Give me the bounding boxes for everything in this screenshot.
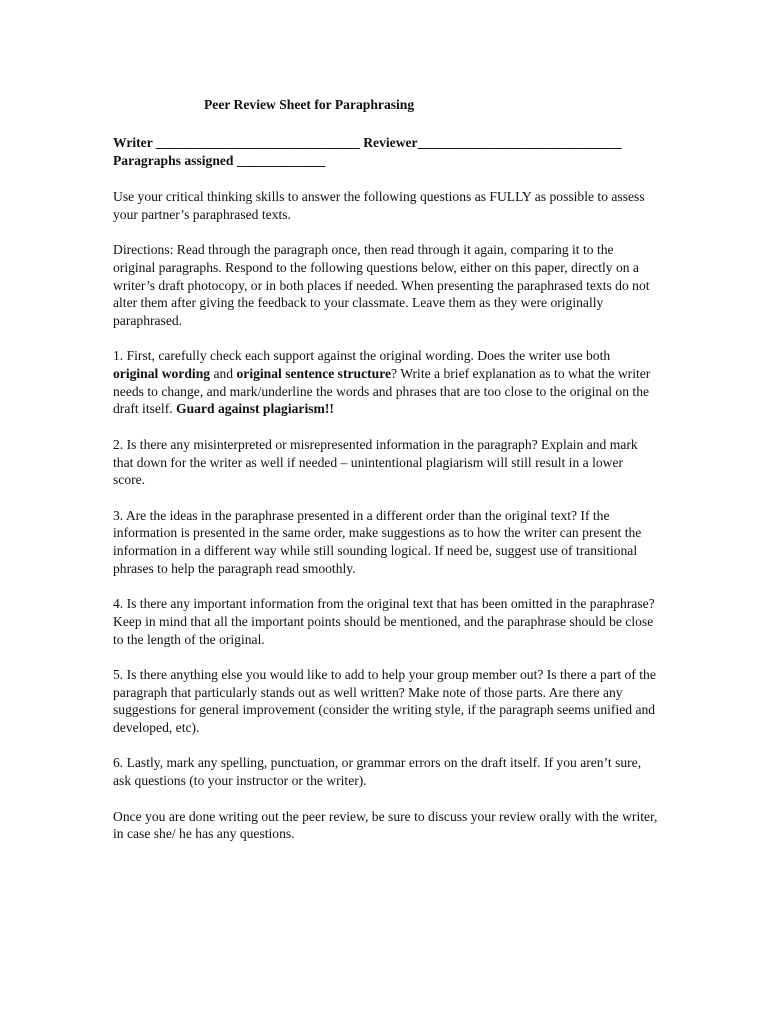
question-1 [113,347,658,418]
page-title: Peer Review Sheet for Paraphrasing [204,97,415,112]
writer-reviewer-line [113,134,658,152]
intro-paragraph: Use your critical thinking skills to answer the following questions as FULLY as possible to assess your partner’s paraphrased texts. [113,188,645,222]
question-4: 4. Is there any important information from the original text that has been omitted in the paraphrase? Keep in mind that all the important points should be mentioned, and the paraphrase should be close to the length of the original. [113,596,655,647]
closing-paragraph: Once you are done writing out the peer review, be sure to discuss your review orally with the writer, in case she/ he has any questions. [113,808,658,842]
q1-text-c: ? Write a brief explanation as to what the writer needs to change, and mark/underline the words and phrases that are too close to the original on the draft itself. [113,366,651,417]
q1-bold-original-wording: original wording [113,366,211,382]
q1-text-a: 1. First, carefully check each support against the original wording. Does the writer use both [113,348,611,364]
reviewer-label: Reviewer [363,135,418,150]
paragraphs-assigned-line [113,152,658,170]
question-2: 2. Is there any misinterpreted or misrepresented information in the paragraph? Explain and mark that down for the writer as well if needed – unintentional plagiarism will still result in a lower score. [113,436,638,488]
header-fields [113,134,658,169]
directions-paragraph: Directions: Read through the paragraph once, then read through it again, comparing it to the original paragraphs. Respond to the following questions below, either on this paper, directly on a writer’s draft photocopy, or in both places if needed. When presenting the paraphrased texts do not alter them after giving the feedback to your classmate. Leave them as they were originally paraphrased. [113,242,650,328]
paragraphs-blank: _____________ [236,152,326,168]
writer-label: Writer [113,135,153,150]
question-5: 5. Is there anything else you would like to add to help your group member out? Is there a part of the paragraph that particularly stands out as well written? Make note of those parts. Are there any suggestions for general improvement (consider the writing style, if the paragraph seems unified and developed, etc). [113,666,656,736]
question-3: 3. Are the ideas in the paraphrase presented in a different order than the original text? If the information is presented in the same order, make suggestions as to how the writer can present the information in a different way while still sounding logical. If need be, suggest use of transitional phrases to help the paragraph read smoothly. [113,507,642,576]
paragraphs-label: Paragraphs assigned [113,152,234,168]
q1-bold-plagiarism: Guard against plagiarism!! [176,401,334,417]
q1-bold-sentence-structure: original sentence structure [236,366,392,382]
question-6: 6. Lastly, mark any spelling, punctuation, or grammar errors on the draft itself. If you aren’t sure, ask questions (to your instructor or the writer). [113,755,642,789]
q1-text-b: and [210,366,237,382]
reviewer-blank: ______________________________ [417,135,622,150]
writer-blank: ______________________________ [155,135,360,150]
